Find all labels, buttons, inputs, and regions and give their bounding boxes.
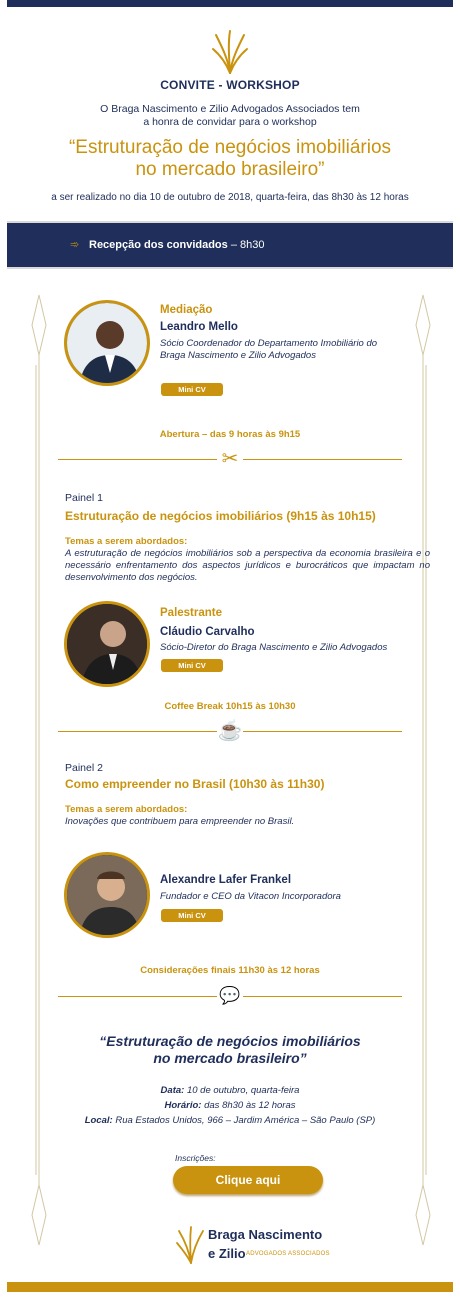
coffee-cup-icon: ☕ — [217, 720, 243, 742]
invitation-title: CONVITE - WORKSHOP — [160, 78, 300, 92]
subtitle-line: O Braga Nascimento e Zilio Advogados Associados tem — [100, 103, 360, 115]
brand-tagline: ADVOGADOS ASSOCIADOS — [246, 1251, 330, 1257]
panel1-title: Estruturação de negócios imobiliários (9h15 às 10h15) — [65, 509, 376, 523]
header — [7, 7, 453, 215]
brand-name-line2: e Zilio — [208, 1246, 246, 1261]
panel2-number: Painel 2 — [65, 762, 103, 774]
mediator-name: Leandro Mello — [160, 321, 238, 333]
reception-label — [89, 239, 264, 251]
panel1-number: Painel 1 — [65, 492, 103, 504]
signup-label: Inscrições: — [175, 1153, 216, 1163]
panel1-topics: A estruturação de negócios imobiliários sob a perspectiva da economia brasileira e o necessário enfrentamento dos aspectos jurídicos e burocráticos que impactam no desenvolvimento dos negócios. — [65, 548, 430, 583]
speaker-role-claudio: Sócio-Diretor do Braga Nascimento e Zilio Advogados — [160, 642, 388, 653]
reception-title: Recepção dos convidados — [89, 239, 228, 251]
subtitle-line: a honra de convidar para o workshop — [143, 116, 317, 128]
speaker-label: Palestrante — [160, 607, 223, 619]
reception-time: – 8h30 — [227, 239, 265, 251]
role-line: Braga Nascimento e Zilio Advogados — [160, 350, 316, 361]
final-title-line: “Estruturação de negócios imobiliários — [99, 1033, 361, 1049]
mediation-label: Mediação — [160, 304, 213, 316]
speaker-name-alexandre: Alexandre Lafer Frankel — [160, 874, 292, 886]
time-value: das 8h30 às 12 horas — [201, 1100, 296, 1111]
wheat-logo-icon — [210, 29, 250, 75]
scissors-icon: ✂ — [217, 447, 243, 471]
time-row — [0, 1098, 460, 1113]
final-title-line: no mercado brasileiro” — [153, 1050, 307, 1066]
person-avatar-icon — [67, 855, 150, 938]
mini-cv-button[interactable]: Mini CV — [161, 659, 223, 672]
date-row — [0, 1083, 460, 1098]
person-avatar-icon — [67, 604, 150, 687]
speaker-photo-alexandre — [64, 852, 150, 938]
speaker-photo-claudio — [64, 601, 150, 687]
signup-button[interactable]: Clique aqui — [173, 1166, 323, 1194]
person-avatar-icon — [67, 303, 150, 386]
brand-name-line1: Braga Nascimento — [208, 1227, 323, 1242]
headline-line: “Estruturação de negócios imobiliários — [68, 137, 392, 158]
invitation-subtitle — [7, 103, 453, 129]
closing-time: Considerações finais 11h30 às 12 horas — [140, 965, 320, 976]
bottom-bar — [7, 1282, 453, 1292]
mediator-role — [160, 338, 422, 362]
date-value: 10 de outubro, quarta-feira — [184, 1085, 300, 1096]
arrow-bullet-icon: ➾ — [70, 239, 80, 251]
speaker-role-alexandre: Fundador e CEO da Vitacon Incorporadora — [160, 891, 341, 902]
panel2-topics: Inovações que contribuem para empreender no Brasil. — [65, 816, 295, 827]
place-value: Rua Estados Unidos, 966 – Jardim América – São Paulo (SP) — [112, 1115, 376, 1126]
reception-band — [7, 221, 453, 269]
mini-cv-button[interactable]: Mini CV — [161, 909, 223, 922]
place-row — [0, 1113, 460, 1128]
event-date-line: a ser realizado no dia 10 de outubro de 2018, quarta-feira, das 8h30 às 12 horas — [51, 192, 409, 203]
final-title — [0, 1033, 460, 1067]
top-bar — [7, 0, 453, 7]
role-line: Sócio Coordenador do Departamento Imobiliário do — [160, 338, 378, 349]
event-headline — [7, 137, 453, 181]
time-label: Horário: — [164, 1100, 202, 1111]
opening-time: Abertura – das 9 horas às 9h15 — [159, 429, 301, 440]
date-label: Data: — [160, 1085, 185, 1096]
wheat-logo-icon — [175, 1225, 207, 1265]
panel2-topics-heading: Temas a serem abordados: — [65, 804, 188, 815]
mini-cv-button[interactable]: Mini CV — [161, 383, 223, 396]
speaker-name-claudio: Cláudio Carvalho — [160, 626, 255, 638]
final-info — [0, 1083, 460, 1128]
panel2-title: Como empreender no Brasil (10h30 às 11h30) — [65, 777, 325, 791]
speaker-photo-leandro — [64, 300, 150, 386]
coffee-break-time: Coffee Break 10h15 às 10h30 — [164, 701, 296, 712]
headline-line: no mercado brasileiro” — [135, 159, 325, 180]
place-label: Local: — [84, 1115, 113, 1126]
panel1-topics-heading: Temas a serem abordados: — [65, 536, 188, 547]
speech-bubbles-icon: 💬 — [217, 984, 243, 1008]
